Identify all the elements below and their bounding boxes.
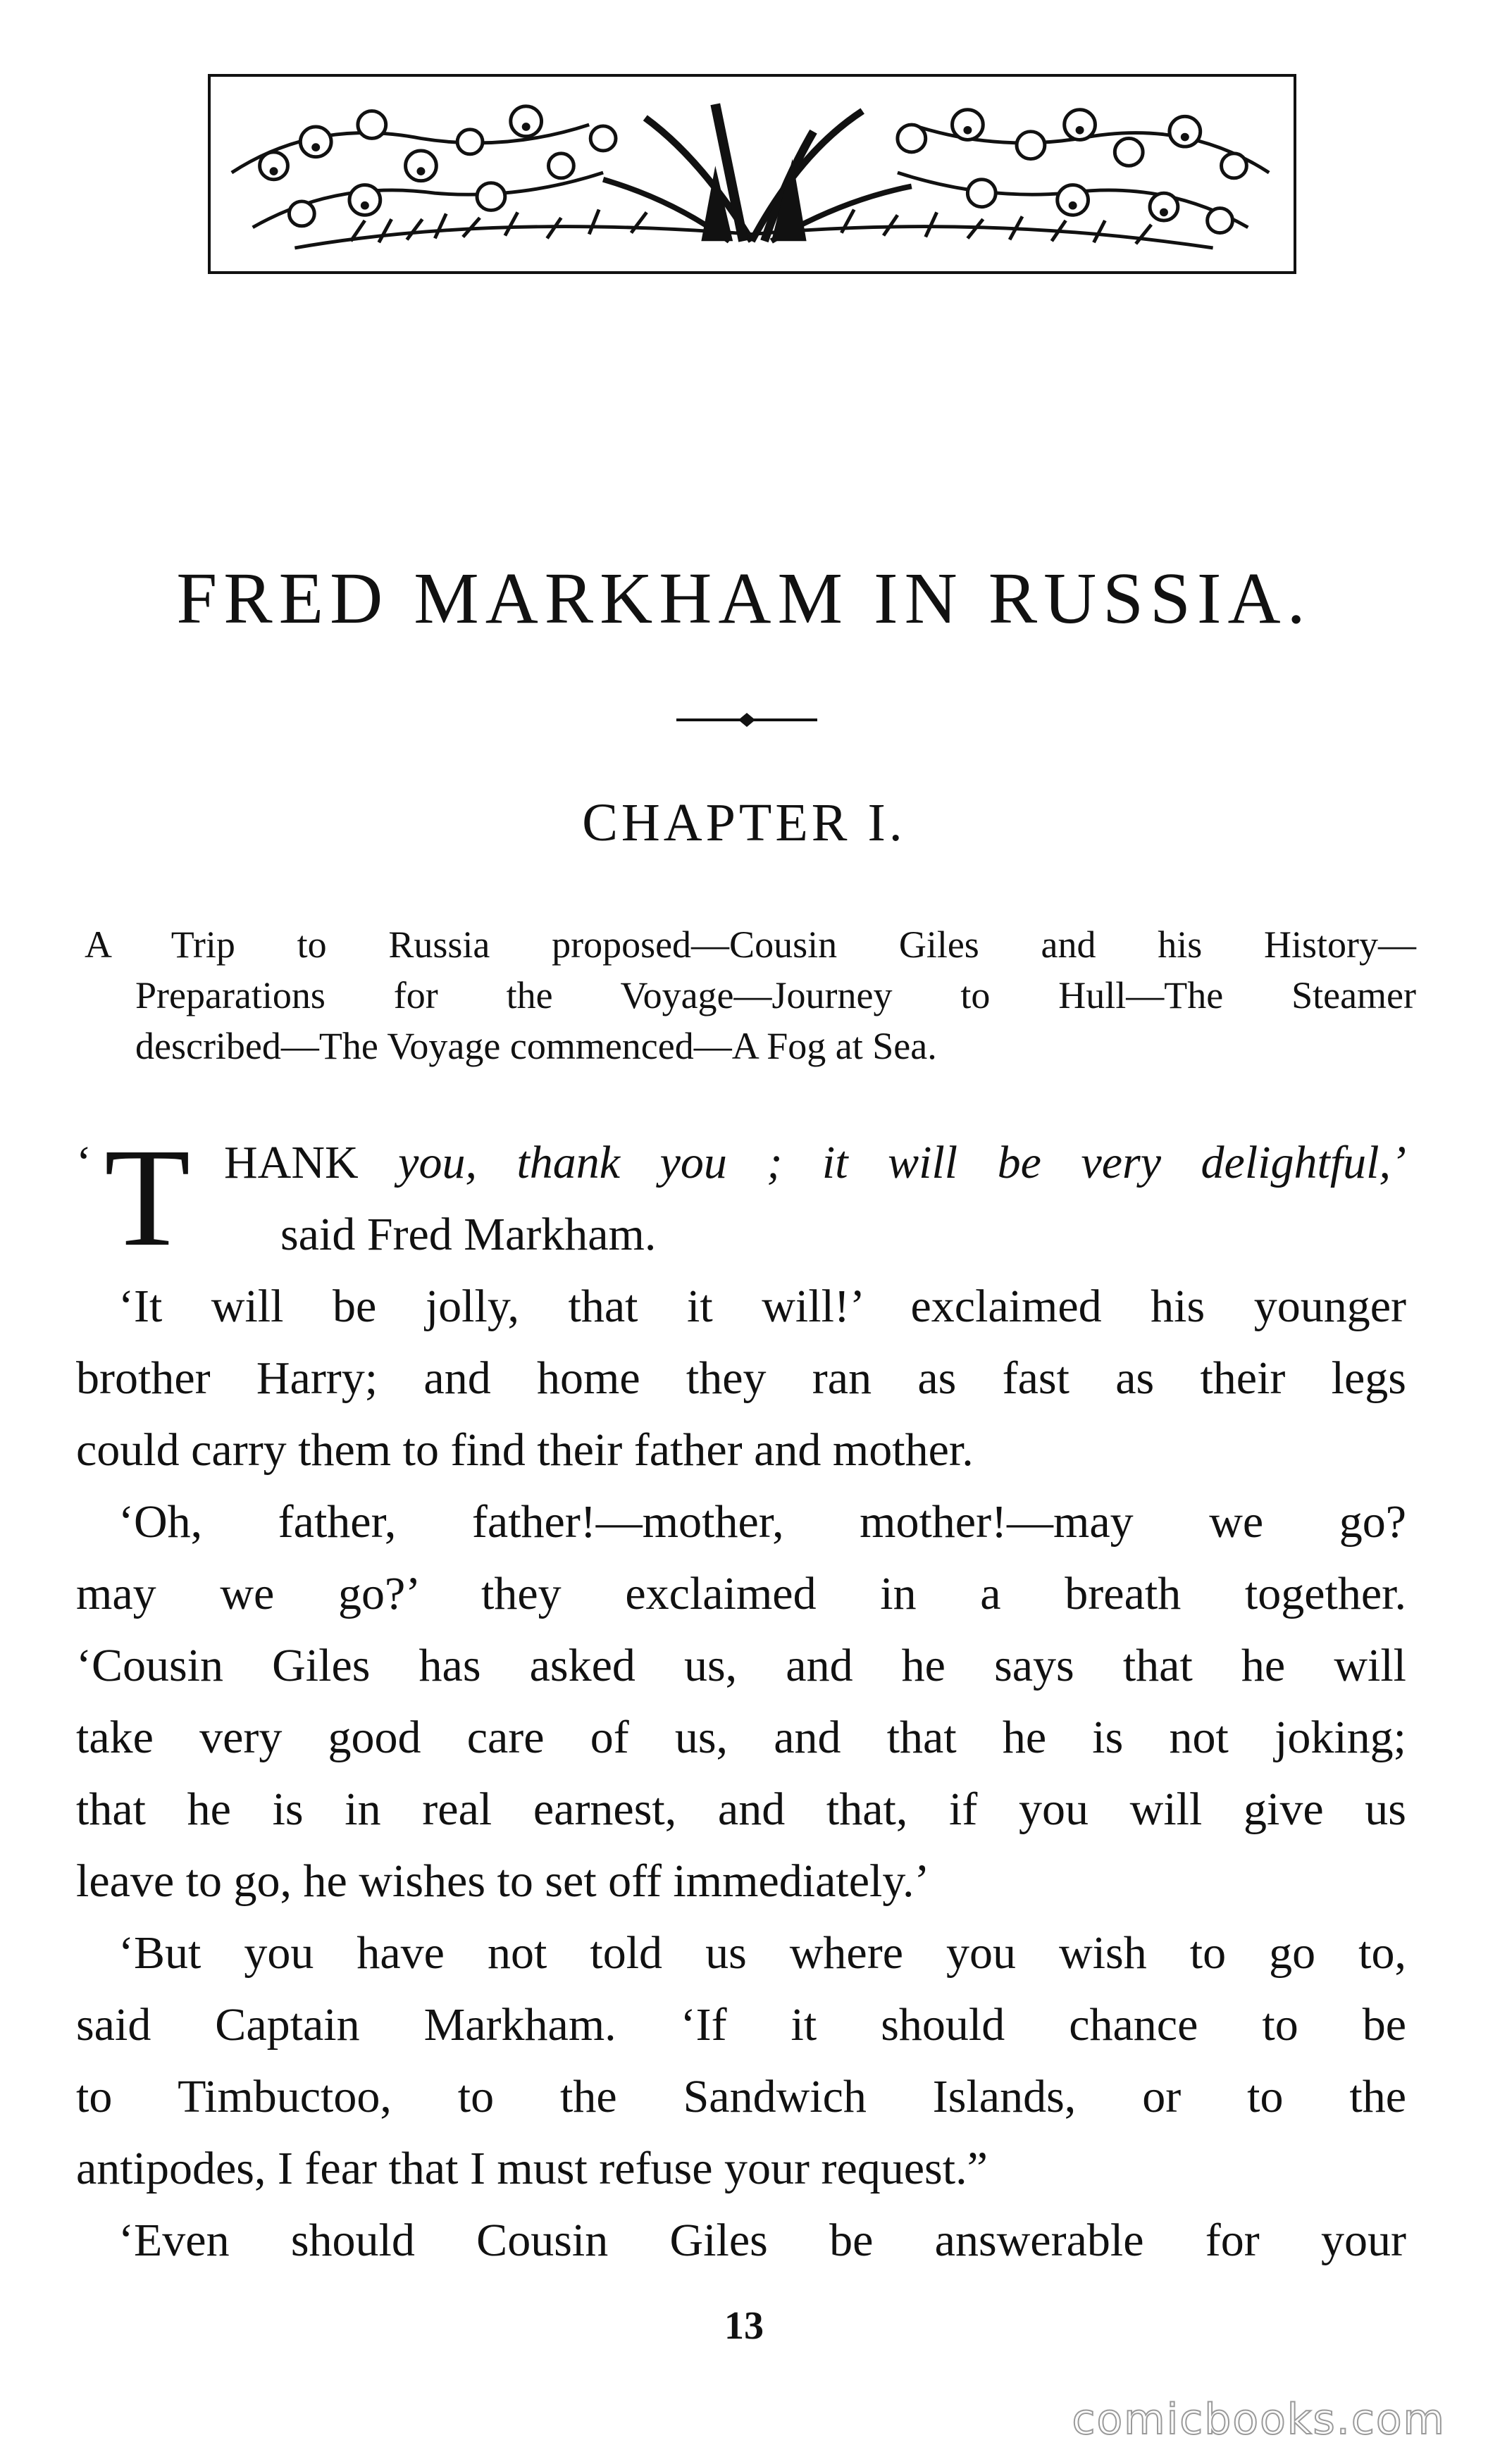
body-line: leave to go, he wishes to set off immediately.’ (76, 1855, 930, 1907)
chapter-summary (85, 919, 1416, 1071)
summary-line: A Trip to Russia proposed—Cousin Giles and his History— (85, 923, 1416, 966)
book-title: FRED MARKHAM IN RUSSIA. (176, 558, 1312, 639)
body-line: ‘Even should Cousin Giles be answerable for your (118, 2215, 1406, 2266)
summary-line: Preparations for the Voyage—Journey to Hull—The Steamer (135, 974, 1416, 1016)
floral-header-ornament (208, 74, 1296, 274)
body-line: said Fred Markham. (280, 1209, 657, 1260)
body-line: that he is in real earnest, and that, if you will give us (76, 1784, 1406, 1835)
body-line: brother Harry; and home they ran as fast as their legs (76, 1352, 1406, 1404)
body-line-italic: you, thank you ; it will be very delightful,’ (358, 1137, 1406, 1188)
ornamental-rule-icon (676, 711, 817, 728)
chapter-heading: CHAPTER I. (582, 793, 906, 852)
body-line: said Captain Markham. ‘If it should chance to be (76, 1999, 1406, 2051)
summary-line: described—The Voyage commenced—A Fog at Sea. (135, 1025, 937, 1067)
page-number: 13 (724, 2304, 764, 2348)
body-line: may we go?’ they exclaimed in a breath together. (76, 1568, 1406, 1619)
body-line: take very good care of us, and that he is not joking; (76, 1712, 1406, 1763)
drop-cap: T (104, 1120, 191, 1276)
open-quote: ‘ (76, 1137, 92, 1188)
watermark: comicbooks.com (1072, 2395, 1446, 2444)
body-line: ‘But you have not told us where you wish to go to, (118, 1927, 1406, 1979)
body-line: ‘It will be jolly, that it will!’ exclaimed his younger (118, 1281, 1406, 1332)
body-line: could carry them to find their father and mother. (76, 1424, 974, 1476)
body-line: to Timbuctoo, to the Sandwich Islands, or to the (76, 2071, 1406, 2122)
opening-paragraph (76, 1120, 1406, 1276)
chapter-body (76, 1120, 1406, 2277)
floral-vignette-icon (211, 77, 1294, 271)
body-line: ‘Cousin Giles has asked us, and he says that he will (76, 1640, 1406, 1691)
body-line: antipodes, I fear that I must refuse your request.” (76, 2143, 988, 2194)
body-line (76, 1127, 1406, 1199)
body-line-roman: HANK (224, 1137, 359, 1188)
body-line: ‘Oh, father, father!—mother, mother!—may we go? (118, 1496, 1406, 1548)
